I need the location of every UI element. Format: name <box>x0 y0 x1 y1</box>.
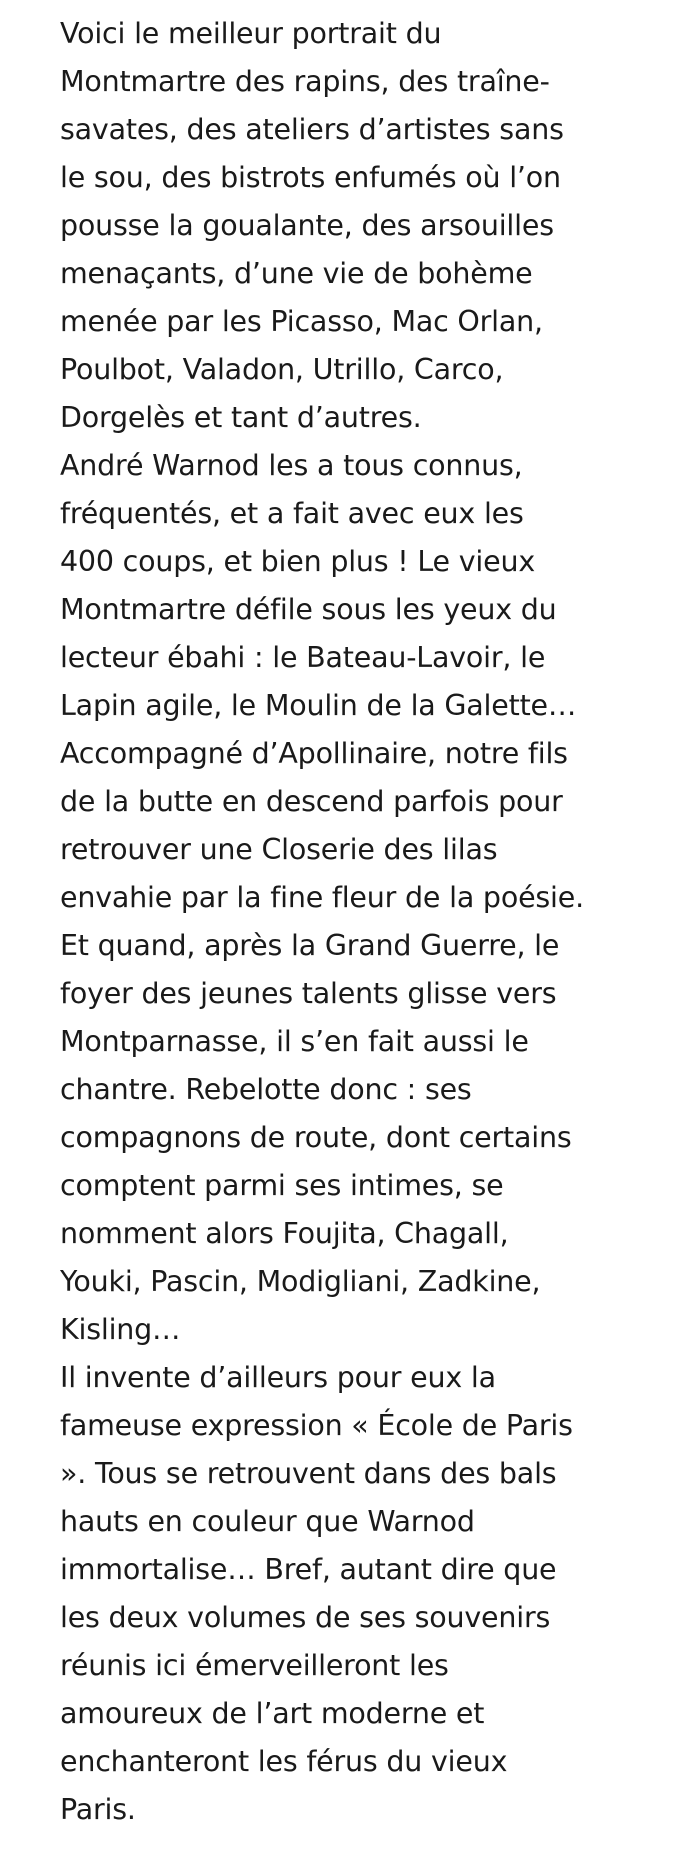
text-line: Accompagné d’Apollinaire, notre fils <box>60 737 568 770</box>
text-line: enchanteront les férus du vieux <box>60 1745 508 1778</box>
text-line: 400 coups, et bien plus ! Le vieux <box>60 545 536 578</box>
text-line: Voici le meilleur portrait du <box>60 17 442 50</box>
text-line: fréquentés, et a fait avec eux les <box>60 497 524 530</box>
article-text <box>60 10 660 1834</box>
text-line: réunis ici émerveilleront les <box>60 1649 449 1682</box>
text-line: foyer des jeunes talents glisse vers <box>60 977 557 1010</box>
text-line: Montparnasse, il s’en fait aussi le <box>60 1025 529 1058</box>
text-line: Paris. <box>60 1793 136 1826</box>
text-line: Youki, Pascin, Modigliani, Zadkine, <box>60 1265 541 1298</box>
text-line: André Warnod les a tous connus, <box>60 449 523 482</box>
text-line: immortalise… Bref, autant dire que <box>60 1553 557 1586</box>
text-line: pousse la goualante, des arsouilles <box>60 209 554 242</box>
text-line: les deux volumes de ses souvenirs <box>60 1601 551 1634</box>
text-line: menée par les Picasso, Mac Orlan, <box>60 305 543 338</box>
text-line: menaçants, d’une vie de bohème <box>60 257 533 290</box>
text-line: savates, des ateliers d’artistes sans <box>60 113 564 146</box>
text-line: comptent parmi ses intimes, se <box>60 1169 504 1202</box>
text-line: retrouver une Closerie des lilas <box>60 833 498 866</box>
text-line: Kisling… <box>60 1313 181 1346</box>
text-line: ». Tous se retrouvent dans des bals <box>60 1457 557 1490</box>
text-line: Poulbot, Valadon, Utrillo, Carco, <box>60 353 504 386</box>
text-line: Montmartre défile sous les yeux du <box>60 593 557 626</box>
text-line: envahie par la fine fleur de la poésie. <box>60 881 584 914</box>
text-line: Lapin agile, le Moulin de la Galette… <box>60 689 577 722</box>
text-line: Et quand, après la Grand Guerre, le <box>60 929 560 962</box>
text-line: lecteur ébahi : le Bateau-Lavoir, le <box>60 641 546 674</box>
paragraph-3 <box>60 1354 660 1834</box>
text-line: de la butte en descend parfois pour <box>60 785 563 818</box>
text-line: Dorgelès et tant d’autres. <box>60 401 422 434</box>
text-line: Il invente d’ailleurs pour eux la <box>60 1361 496 1394</box>
text-line: hauts en couleur que Warnod <box>60 1505 475 1538</box>
text-line: Montmartre des rapins, des traîne- <box>60 65 550 98</box>
text-line: compagnons de route, dont certains <box>60 1121 572 1154</box>
text-line: chantre. Rebelotte donc : ses <box>60 1073 472 1106</box>
text-line: amoureux de l’art moderne et <box>60 1697 485 1730</box>
text-line: le sou, des bistrots enfumés où l’on <box>60 161 561 194</box>
text-line: fameuse expression « École de Paris <box>60 1409 573 1442</box>
paragraph-1 <box>60 10 660 442</box>
paragraph-2 <box>60 442 660 1354</box>
text-line: nomment alors Foujita, Chagall, <box>60 1217 509 1250</box>
